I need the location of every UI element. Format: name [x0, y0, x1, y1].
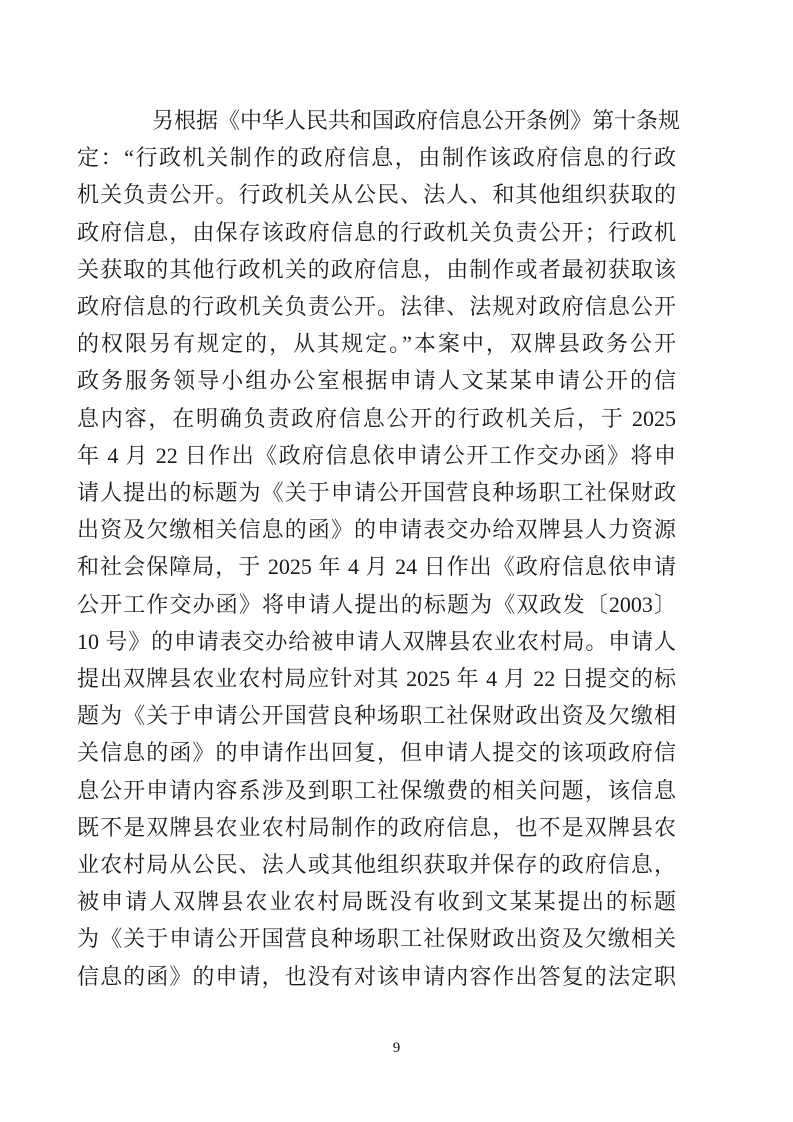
- text-line: 的权限另有规定的，从其规定。”本案中，双牌县政务公开: [77, 331, 676, 357]
- text-line: 政务服务领导小组办公室根据申请人文某某申请公开的信: [77, 368, 676, 394]
- document-body: [77, 102, 681, 995]
- text-line: 请人提出的标题为《关于申请公开国营良种场职工社保财政: [77, 480, 676, 506]
- text-line: 政府信息的行政机关负责公开。法律、法规对政府信息公开: [77, 294, 676, 320]
- text-line: 关信息的函》的申请作出回复，但申请人提交的该项政府信: [77, 740, 676, 766]
- text-line: 政府信息，由保存该政府信息的行政机关负责公开；行政机: [77, 219, 676, 245]
- text-line: 信息的函》的申请，也没有对该申请内容作出答复的法定职: [77, 963, 676, 989]
- text-line: 为《关于申请公开国营良种场职工社保财政出资及欠缴相关: [77, 926, 676, 952]
- text-line: 定：“行政机关制作的政府信息，由制作该政府信息的行政: [77, 145, 676, 171]
- text-line: 和社会保障局，于 2025 年 4 月 24 日作出《政府信息依申请: [77, 554, 676, 580]
- page-number: 9: [392, 1040, 401, 1056]
- text-line: 息公开申请内容系涉及到职工社保缴费的相关问题，该信息: [77, 777, 676, 803]
- text-line: 既不是双牌县农业农村局制作的政府信息，也不是双牌县农: [77, 814, 676, 840]
- text-line: 提出双牌县农业农村局应针对其 2025 年 4 月 22 日提交的标: [77, 666, 676, 692]
- text-line: 年 4 月 22 日作出《政府信息依申请公开工作交办函》将申: [77, 442, 676, 468]
- text-line: 关获取的其他行政机关的政府信息，由制作或者最初获取该: [77, 256, 676, 282]
- text-line: 另根据《中华人民共和国政府信息公开条例》第十条规: [152, 108, 681, 133]
- text-line: 被申请人双牌县农业农村局既没有收到文某某提出的标题: [77, 889, 676, 915]
- text-line: 题为《关于申请公开国营良种场职工社保财政出资及欠缴相: [77, 703, 676, 729]
- text-line: 机关负责公开。行政机关从公民、法人、和其他组织获取的: [77, 182, 676, 208]
- text-line: 业农村局从公民、法人或其他组织获取并保存的政府信息，: [77, 852, 676, 878]
- text-line: 出资及欠缴相关信息的函》的申请表交办给双牌县人力资源: [77, 517, 676, 543]
- text-line: 息内容，在明确负责政府信息公开的行政机关后，于 2025: [77, 405, 676, 431]
- text-line: 10 号》的申请表交办给被申请人双牌县农业农村局。申请人: [77, 628, 676, 654]
- text-line: 公开工作交办函》将申请人提出的标题为《双政发〔2003〕: [77, 591, 676, 617]
